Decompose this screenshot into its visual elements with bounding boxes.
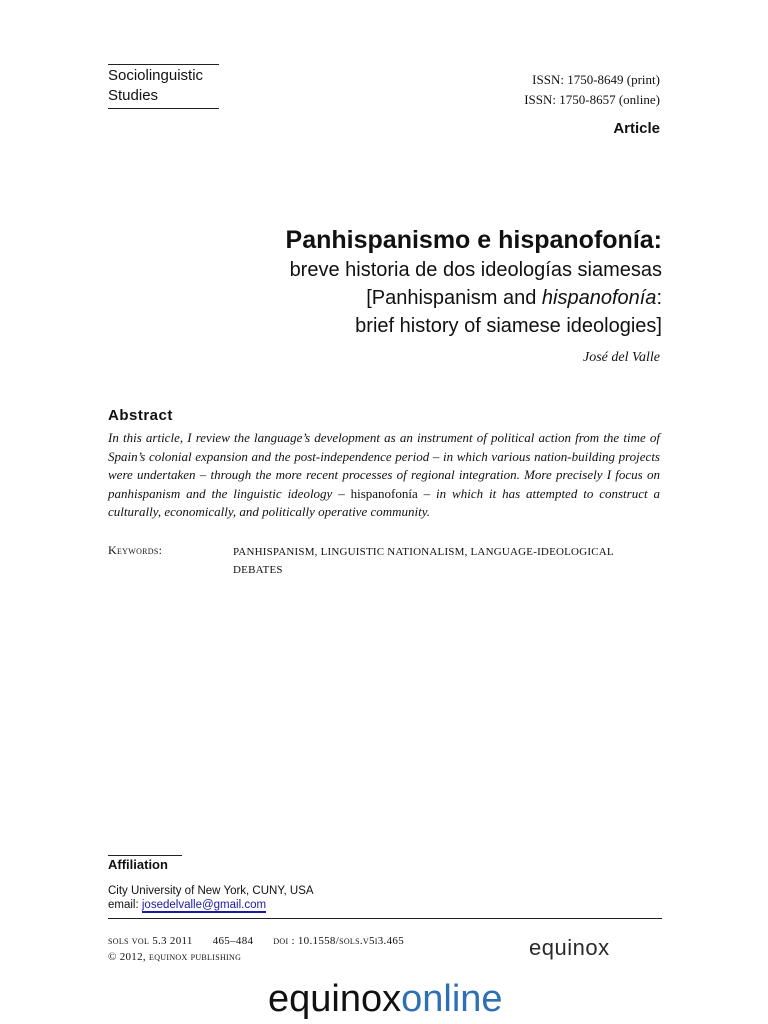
footer-journal-ref: sols vol 5.3 2011: [108, 935, 193, 947]
affiliation-email-label: email:: [108, 899, 142, 911]
journal-top-rule: [108, 64, 219, 65]
author-name: José del Valle: [583, 350, 660, 365]
affiliation-email-row: [108, 899, 266, 911]
equinox-logo-small: equinox: [529, 935, 610, 960]
journal-bottom-rule: [108, 108, 219, 109]
issn-print: ISSN: 1750-8649 (print): [532, 72, 660, 87]
footer-doi: doi : 10.1558/sols.v5i3.465: [273, 935, 404, 947]
keywords-values: PANHISPANISM, LINGUISTIC NATIONALISM, LANGUAGE-IDEOLOGICAL DEBATES: [233, 546, 614, 576]
title-subtitle-1: breve historia de dos ideologías siamesas: [289, 259, 662, 281]
title-main: Panhispanismo e hispanofonía:: [285, 226, 662, 254]
abstract-text-plain: hispanofonía: [350, 485, 418, 501]
affiliation-heading: Affiliation: [108, 857, 168, 872]
title-subtitle-2-suffix: :: [656, 287, 662, 309]
affiliation-institution: City University of New York, CUNY, USA: [108, 885, 314, 897]
footer-citation: [108, 935, 424, 947]
abstract-heading: Abstract: [108, 407, 173, 424]
journal-name-line1: Sociolinguistic: [108, 67, 204, 84]
title-subtitle-2-italic: hispanofonía: [541, 287, 657, 309]
footer-copyright: © 2012, equinox publishing: [108, 951, 242, 963]
equinox-online-logo-blue: online: [401, 978, 503, 1020]
title-subtitle-3: brief history of siamese ideologies]: [355, 315, 662, 337]
email-link[interactable]: josedelvalle@gmail.com: [141, 899, 267, 911]
title-subtitle-2-prefix: [Panhispanism and: [366, 287, 542, 309]
issn-online: ISSN: 1750-8657 (online): [524, 92, 660, 107]
title-block: [142, 224, 662, 340]
abstract-text-part2: – in which it has attempted to construct a culturally, economically, and politically operative community.: [108, 485, 660, 519]
equinox-online-logo: [268, 978, 503, 1021]
article-type-label: Article: [613, 120, 660, 137]
keywords-label: Keywords:: [108, 543, 163, 557]
journal-name: [108, 66, 220, 106]
equinox-online-logo-dark: equinox: [268, 978, 402, 1020]
affiliation-rule: [108, 855, 182, 856]
title-subtitle-2: [142, 284, 662, 312]
footer-rule: [108, 918, 662, 919]
journal-name-line2: Studies: [108, 87, 159, 104]
abstract-text-part1: In this article, I review the language’s development as an instrument of political action from the time of Spain’s colonial expansion and the post-independence period – in which various nation-building projects were undertaken – through the more recent processes of regional integration. More precisely I focus on panhispanism and the linguistic ideology –: [108, 430, 660, 501]
issn-block: [524, 70, 660, 110]
footer-pages: 465–484: [212, 935, 254, 947]
abstract-text: [108, 429, 660, 522]
